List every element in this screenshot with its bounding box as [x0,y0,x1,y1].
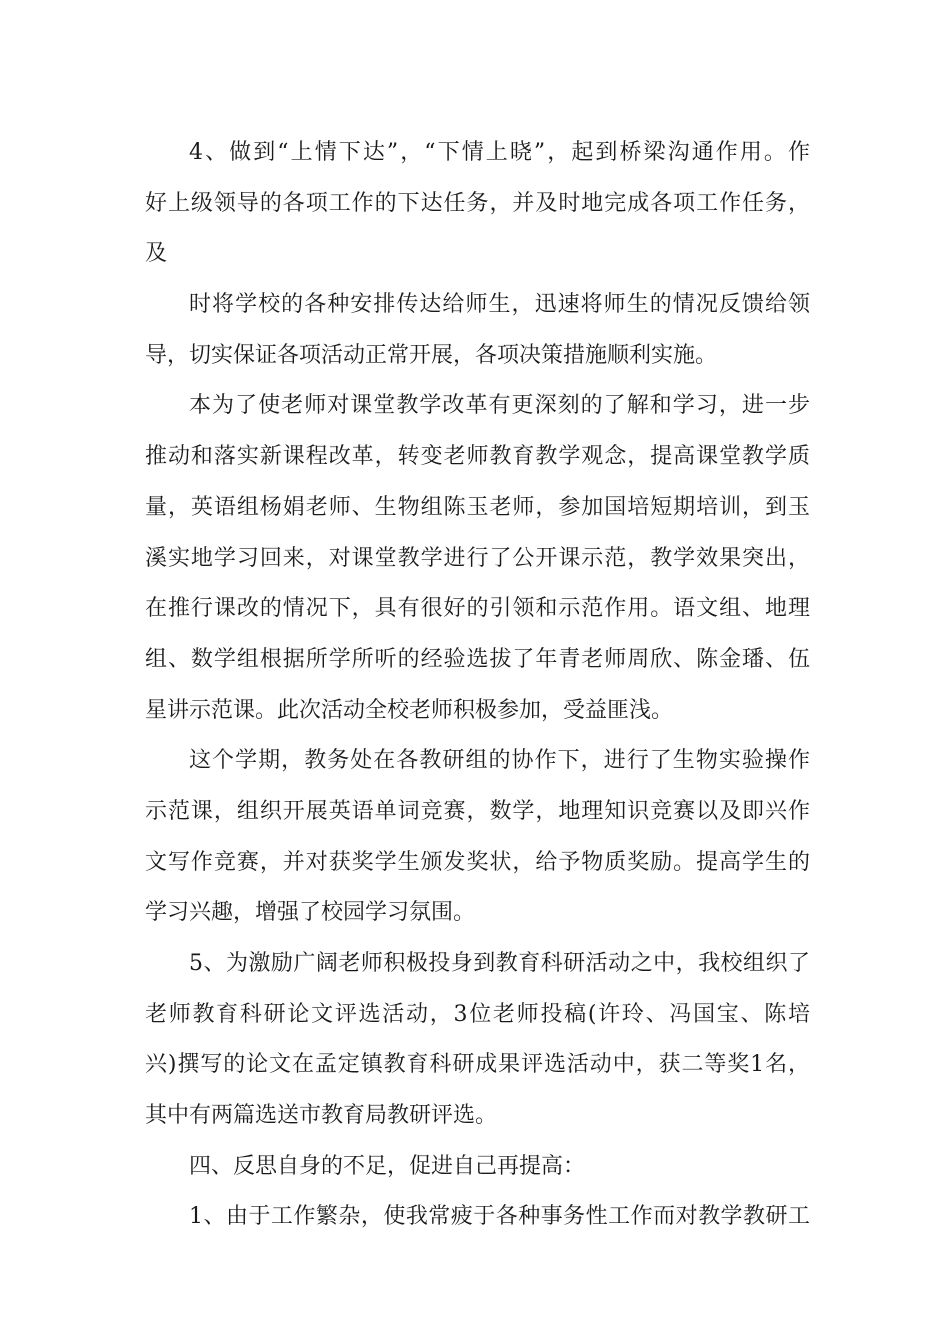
text-line: 及 [145,241,168,267]
text-line: 星讲示范课。此次活动全校老师积极参加，受益匪浅。 [145,697,674,723]
text-line: 好上级领导的各项工作的下达任务，并及时地完成各项工作任务， [145,190,810,216]
text-line: 老师教育科研论文评选活动，3位老师投稿(许玲、冯国宝、陈培 [145,1001,810,1027]
text-line: 量，英语组杨娟老师、生物组陈玉老师，参加国培短期培训，到玉 [145,494,810,520]
text-line: 5、为激励广阔老师积极投身到教育科研活动之中，我校组织了 [189,951,810,976]
text-line: 本为了使老师对课堂教学改革有更深刻的了解和学习，进一步 [189,393,810,419]
body-text [145,128,810,1243]
text-line: 在推行课改的情况下，具有很好的引领和示范作用。语文组、地理 [145,596,810,622]
text-line: 4、做到“上情下达”，“下情上晓”，起到桥梁沟通作用。作 [189,140,810,165]
text-line: 组、数学组根据所学所听的经验选拔了年青老师周欣、陈金璠、伍 [145,646,810,672]
text-line: 推动和落实新课程改革，转变老师教育教学观念，提高课堂教学质 [145,444,810,470]
text-line: 其中有两篇选送市教育局教研评选。 [145,1103,498,1129]
text-line: 时将学校的各种安排传达给师生，迅速将师生的情况反馈给领 [189,292,810,318]
section-heading: 四、反思自身的不足，促进自己再提高： [189,1153,586,1179]
text-line: 文写作竞赛，并对获奖学生颁发奖状，给予物质奖励。提高学生的 [145,849,810,875]
text-line: 1、由于工作繁杂，使我常疲于各种事务性工作而对教学教研工 [189,1204,810,1230]
text-line: 兴)撰写的论文在孟定镇教育科研成果评选活动中，获二等奖1名， [145,1052,810,1078]
text-line: 示范课，组织开展英语单词竞赛，数学，地理知识竞赛以及即兴作 [145,798,810,824]
text-line: 学习兴趣，增强了校园学习氛围。 [145,900,476,926]
text-line: 溪实地学习回来，对课堂教学进行了公开课示范，教学效果突出， [145,545,810,571]
text-line: 这个学期，教务处在各教研组的协作下，进行了生物实验操作 [189,748,810,774]
text-line: 导，切实保证各项活动正常开展，各项决策措施顺利实施。 [145,342,718,368]
